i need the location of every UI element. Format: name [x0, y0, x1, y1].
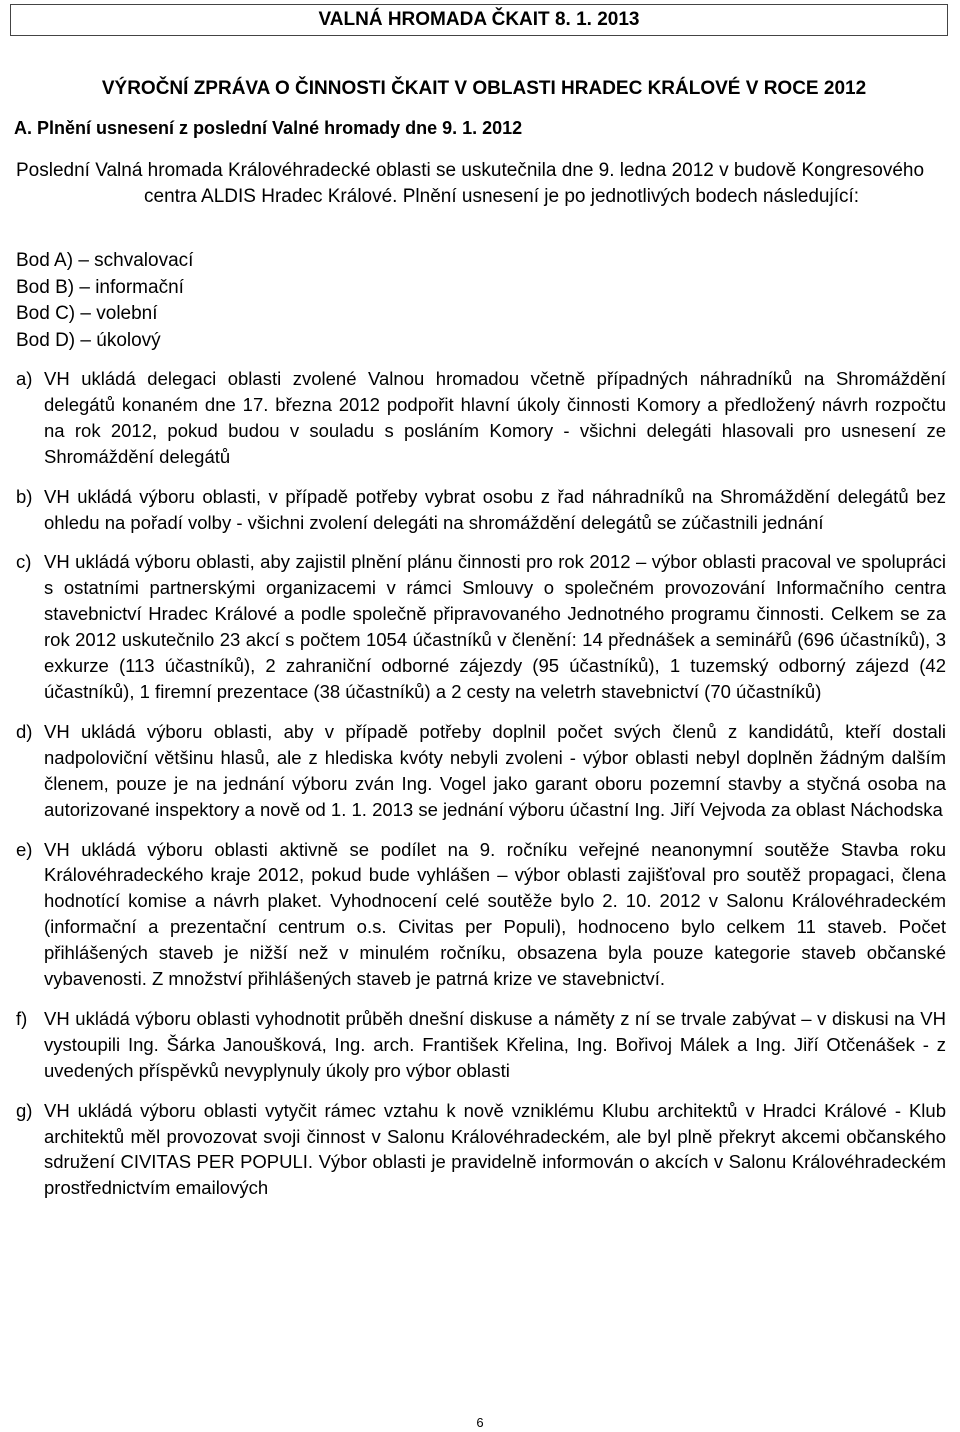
resolution-item [16, 837, 946, 992]
item-text: VH ukládá výboru oblasti, aby v případě potřeby doplnil počet svých členů z kandidátů, kteří dostali nadpoloviční většinu hlasů, ale z hlediska kvóty nebyli zvoleni - výbor oblasti nebyl doplněn žádným dalším členem, pouze je na jednání výboru zván Ing. Vogel jako garant oboru pozemní stavby a styčná osoba na autorizované inspektory a nově od 1. 1. 2013 se jednání výboru účastní Ing. Jiří Vejvoda za oblast Náchodska [44, 720, 946, 820]
resolution-item [16, 1006, 946, 1084]
item-text: VH ukládá výboru oblasti, aby zajistil plnění plánu činnosti pro rok 2012 – výbor oblasti pracoval ve spolupráci s ostatními partnerskými organizacemi v rámci Smlouvy o společném provozování Informačního centra stavebnictví Hradec Králové a podle společně připravovaného Jednotného programu činnosti. Celkem se za rok 2012 uskutečnilo 23 akcí s počtem 1054 účastníků v členění: 14 přednášek a seminářů (696 účastníků), 3 exkurze (113 účastníků), 2 zahraniční odborné zájezdy (95 účastníků), 1 tuzemský odborný zájezd (42 účastníků), 1 firemní prezentace (38 účastníků) a 2 cesty na veletrh stavebnictví (70 účastníků) [44, 551, 946, 702]
resolution-item [16, 366, 946, 470]
resolution-item [16, 549, 946, 704]
item-text: VH ukládá delegaci oblasti zvolené Valnou hromadou včetně případných náhradníků na Shromáždění delegátů konaném dne 17. března 2012 podpořit hlavní úkoly činnosti Komory a předložený návrh rozpočtu na rok 2012, pokud budou v souladu s posláním Komory - všichni delegáti hlasovali pro usnesení ze Shromáždění delegátů [44, 368, 946, 467]
intro-paragraph: Poslední Valná hromada Královéhradecké oblasti se uskutečnila dne 9. ledna 2012 v budově Kongresového centra ALDIS Hradec Králové. Plnění usnesení je po jednotlivých bodech následující: [16, 160, 925, 207]
resolution-list [16, 366, 946, 1215]
item-text: VH ukládá výboru oblasti, v případě potřeby vybrat osobu z řad náhradníků na Shromáždění delegátů bez ohledu na pořadí volby - všichni zvolení delegáti na shromáždění delegátů se zúčastnili jednání [44, 485, 946, 533]
resolution-item [16, 484, 946, 536]
item-letter: a) [16, 368, 33, 389]
page-number: 6 [476, 1415, 484, 1430]
document-header [10, 4, 948, 36]
section-a-title: A. Plnění usnesení z poslední Valné hromady dne 9. 1. 2012 [14, 118, 523, 138]
report-title: VÝROČNÍ ZPRÁVA O ČINNOSTI ČKAIT V OBLASTI HRADEC KRÁLOVÉ V ROCE 2012 [101, 78, 867, 99]
item-letter: c) [16, 551, 32, 573]
item-text: VH ukládá výboru oblasti vytyčit rámec vztahu k nově vzniklému Klubu architektů v Hradci Králové - Klub architektů měl provozovat svoji činnost v Salonu Královéhradeckém, ale byl plně překryt akcemi občanského sdružení CIVITAS PER POPULI. Výbor oblasti je pravidelně informován o akcích v Salonu Královéhradeckém prostřednictvím emailových [44, 1099, 946, 1199]
resolution-item [16, 1098, 946, 1202]
bod-item: Bod A) – schvalovací [16, 250, 194, 271]
resolution-item [16, 719, 946, 823]
item-letter: g) [16, 1099, 33, 1121]
bod-item: Bod C) – volební [16, 303, 158, 324]
item-text: VH ukládá výboru oblasti aktivně se podílet na 9. ročníku veřejné neanonymní soutěže Stavba roku Královéhradeckého kraje 2012, pokud bude vyhlášen – výbor oblasti zajišťoval pro soutěž propagaci, člena hodnotící komise a návrh plaket. Vyhodnocení celé soutěže bylo 2. 10. 2012 v Salonu Královéhradeckém (informační a prezentační centrum o.s. Civitas per Populi), hodnoceno bylo celkem 11 staveb. Počet přihlášených staveb je nižší než v minulém ročníku, obsazena byla pouze kategorie staveb občanské vybavenosti. Z množství přihlášených staveb je patrná krize ve stavebnictví. [44, 838, 946, 990]
item-letter: b) [16, 485, 33, 507]
item-text: VH ukládá výboru oblasti vyhodnotit průběh dnešní diskuse a náměty z ní se trvale zabývat – v diskusi na VH vystoupili Ing. Šárka Janoušková, Ing. arch. František Křelina, Ing. Bořivoj Málek a Ing. Jiří Otčenášek - z uvedených příspěvků nevyplynuly úkoly pro výbor oblasti [44, 1007, 946, 1081]
item-letter: f) [16, 1007, 28, 1029]
item-letter: d) [16, 720, 33, 742]
bod-item: Bod D) – úkolový [16, 329, 161, 351]
bod-list [16, 248, 193, 354]
item-letter: e) [16, 838, 33, 860]
header-title: VALNÁ HROMADA ČKAIT 8. 1. 2013 [318, 9, 640, 30]
bod-item: Bod B) – informační [16, 276, 184, 298]
